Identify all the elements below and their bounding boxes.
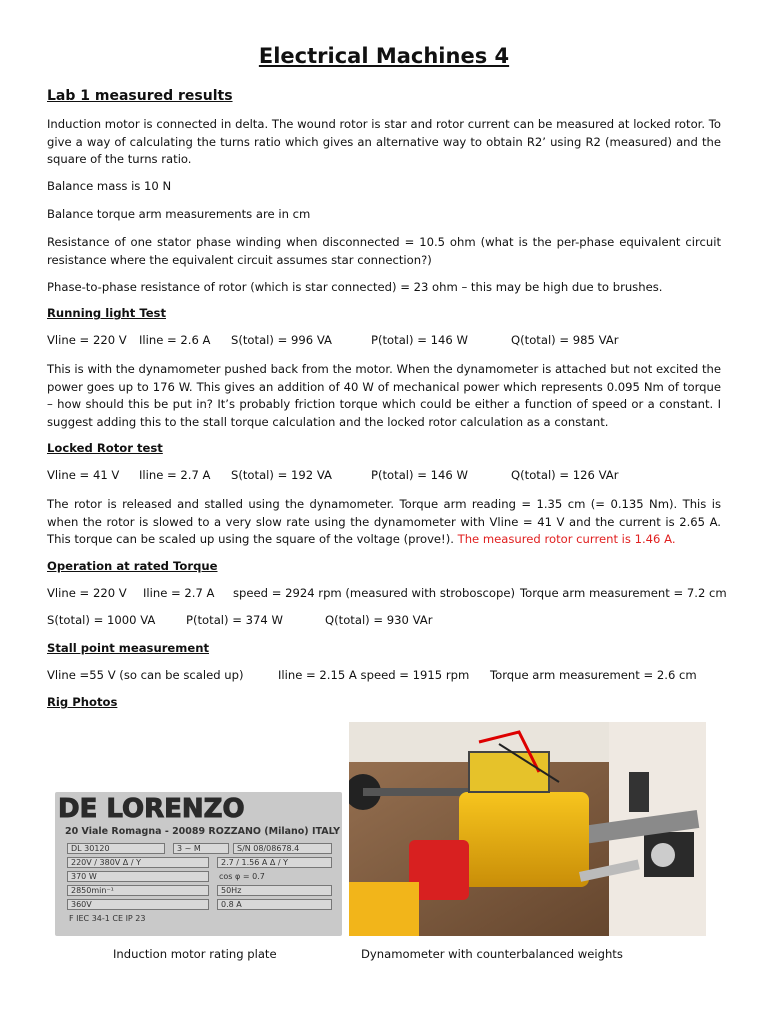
plate-address: 20 Viale Romagna - 20089 ROZZANO (Milano) ITALY <box>65 826 341 837</box>
plate-phase: 3 ~ M <box>173 843 229 854</box>
locked-rotor-q: Q(total) = 126 VAr <box>511 468 619 482</box>
running-light-values <box>0 333 768 351</box>
caption-rating-plate: Induction motor rating plate <box>113 947 277 961</box>
locked-rotor-note-text: The rotor is released and stalled using the dynamometer. Torque arm reading = 1.35 cm (= 0.135 Nm). This is when the rotor is slowed to a very slow rate using the dynamometer with Vline = 41 V and the current is 2.65 A. This torque can be scaled up using the square of the voltage (prove!). <box>47 497 721 547</box>
locked-rotor-p: P(total) = 146 W <box>371 468 468 482</box>
plate-speed: 2850min⁻¹ <box>67 885 209 896</box>
rated-torque-heading: Operation at rated Torque <box>47 559 218 573</box>
plate-standards: F IEC 34-1 CE IP 23 <box>69 914 146 923</box>
plate-voltage: 220V / 380V Δ / Y <box>67 857 209 868</box>
plate-frequency: 50Hz <box>217 885 332 896</box>
rated-torque-speed: speed = 2924 rpm (measured with stroboscope) <box>233 586 515 600</box>
locked-rotor-note <box>47 496 721 549</box>
stall-point-arm: Torque arm measurement = 2.6 cm <box>490 668 697 682</box>
document-title: Electrical Machines 4 <box>258 44 510 68</box>
rated-torque-p: P(total) = 374 W <box>186 613 283 627</box>
locked-rotor-s: S(total) = 192 VA <box>231 468 332 482</box>
running-light-note: This is with the dynamometer pushed back from the motor. When the dynamometer is attached but not excited the power goes up to 176 W. This gives an addition of 40 W of mechanical power which represents 0.095 Nm of torque – how should this be put in? It’s probably friction torque which could be either a function of speed or a constant. I suggest adding this to the stall torque calculation and the locked rotor calculation as a constant. <box>47 362 721 429</box>
de-lorenzo-logo: DE LORENZO <box>58 794 245 824</box>
rig-photos-heading: Rig Photos <box>47 695 118 709</box>
rated-torque-power-values <box>0 613 768 631</box>
rated-torque-q: Q(total) = 930 VAr <box>325 613 433 627</box>
stall-point-vline: Vline =55 V (so can be scaled up) <box>47 668 244 682</box>
stall-point-iline-speed: Iline = 2.15 A speed = 1915 rpm <box>278 668 470 682</box>
running-light-heading: Running light Test <box>47 306 167 320</box>
locked-rotor-heading: Locked Rotor test <box>47 441 163 455</box>
locked-rotor-iline: Iline = 2.7 A <box>139 468 211 482</box>
plate-power: 370 W <box>67 871 209 882</box>
rated-torque-arm: Torque arm measurement = 7.2 cm <box>520 586 727 600</box>
rated-torque-vline: Vline = 220 V <box>47 586 127 600</box>
caption-dynamometer: Dynamometer with counterbalanced weights <box>361 947 623 961</box>
rated-torque-s: S(total) = 1000 VA <box>47 613 156 627</box>
plate-current: 2.7 / 1.56 A Δ / Y <box>217 857 332 868</box>
stall-point-heading: Stall point measurement <box>47 641 210 655</box>
running-light-s: S(total) = 996 VA <box>231 333 332 347</box>
running-light-q: Q(total) = 985 VAr <box>511 333 619 347</box>
locked-rotor-vline: Vline = 41 V <box>47 468 120 482</box>
running-light-p: P(total) = 146 W <box>371 333 468 347</box>
plate-v360: 360V <box>67 899 209 910</box>
rated-torque-values <box>0 586 768 604</box>
rig-illustration <box>349 722 706 936</box>
running-light-iline: Iline = 2.6 A <box>139 333 211 347</box>
stall-point-values <box>0 668 768 686</box>
rotor-resistance-text: Phase-to-phase resistance of rotor (which is star connected) = 23 ohm – this may be high due to brushes. <box>47 280 663 294</box>
plate-cosphi: cos φ = 0.7 <box>219 872 265 881</box>
intro-paragraph: Induction motor is connected in delta. The wound rotor is star and rotor current can be measured at locked rotor. To give a way of calculating the turns ratio which gives an alternative way to obtain R2’ using R2 (measured) and the square of the turns ratio. <box>47 117 721 167</box>
torque-arm-units-text: Balance torque arm measurements are in cm <box>47 207 311 221</box>
rated-torque-iline: Iline = 2.7 A <box>143 586 215 600</box>
measured-rotor-current-highlight: The measured rotor current is 1.46 A. <box>457 532 676 547</box>
dynamometer-rig-photo <box>349 722 706 936</box>
section-heading: Lab 1 measured results <box>47 88 233 104</box>
plate-model: DL 30120 <box>67 843 165 854</box>
motor-rating-plate-photo <box>55 792 342 936</box>
locked-rotor-values <box>0 468 768 486</box>
plate-serial: S/N 08/08678.4 <box>233 843 332 854</box>
running-light-vline: Vline = 220 V <box>47 333 127 347</box>
stator-resistance-text: Resistance of one stator phase winding when disconnected = 10.5 ohm (what is the per-phase equivalent circuit resistance where the equivalent circuit assumes star connection?) <box>47 235 721 267</box>
balance-mass-text: Balance mass is 10 N <box>47 179 172 193</box>
plate-current-08: 0.8 A <box>217 899 332 910</box>
